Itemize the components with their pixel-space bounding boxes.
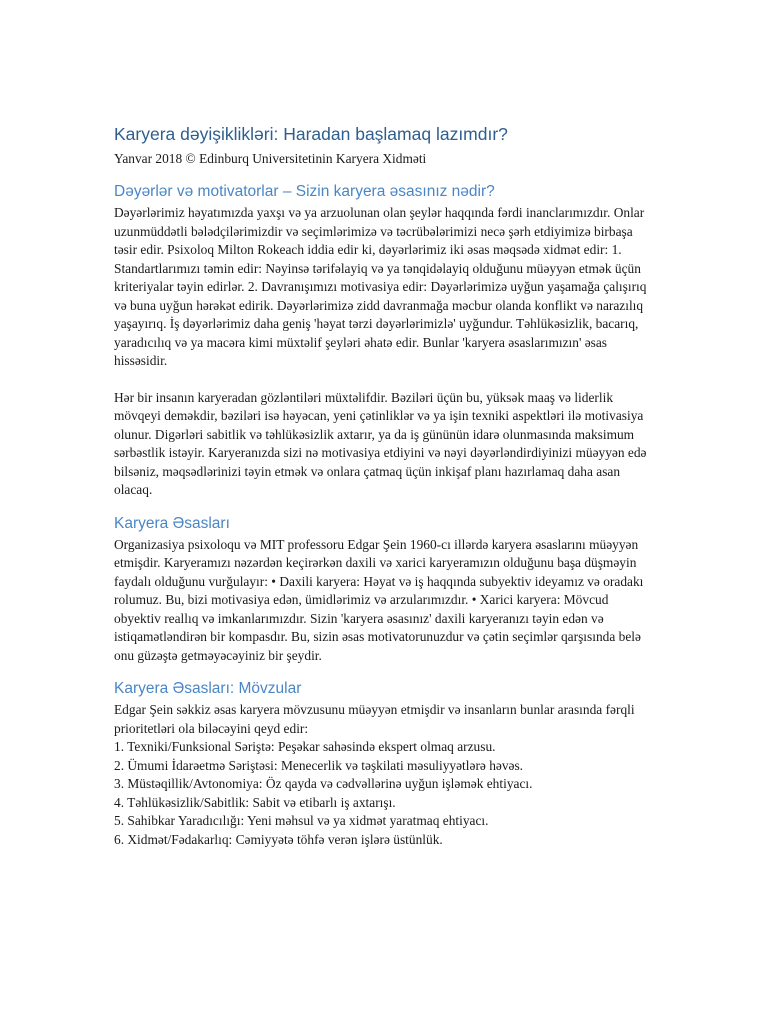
section-heading-values: Dəyərlər və motivatorlar – Sizin karyera əsasınız nədir? (114, 183, 495, 200)
list-item: 3. Müstəqillik/Avtonomiya: Öz qayda və cədvəllərinə uyğun işləmək ehtiyacı. (114, 776, 533, 791)
document-title: Karyera dəyişiklikləri: Haradan başlamaq lazımdır? (114, 124, 508, 144)
list-item: 6. Xidmət/Fədakarlıq: Cəmiyyətə töhfə verən işlərə üstünlük. (114, 831, 443, 847)
list-item: 4. Təhlükəsizlik/Sabitlik: Sabit və etibarlı iş axtarışı. (114, 794, 396, 810)
paragraph-anchor-themes-intro: Edgar Şein səkkiz əsas karyera mövzusunu müəyyən etmişdir və insanların bunlar arasında fərqli prioritetləri ola biləcəyini qeyd edir: (114, 702, 635, 736)
section-heading-career-anchors: Karyera Əsasları (114, 514, 230, 532)
anchor-themes-list (114, 738, 658, 849)
list-item: 5. Sahibkar Yaradıcılığı: Yeni məhsul və ya xidmət yaratmaq ehtiyacı. (114, 813, 489, 828)
paragraph-values-2: Hər bir insanın karyeradan gözləntiləri müxtəlifdir. Bəziləri üçün bu, yüksək maaş və liderlik mövqeyi deməkdir, bəziləri isə həyəcan, yeni çətinliklər və ya işin texniki aspektləri ilə motivasiya olunur. Digərləri sabitlik və təhlükəsizlik axtarır, ya da iş gününün idarə olunmasında maksimum sərbəstlik istəyir. Karyeranızda sizi nə motivasiya etdiyini və nəyi dəyərləndirdiyinizi müəyyən edə bilsəniz, məqsədlərinizi təyin etmək və onlara çatmaq üçün inkişaf planı hazırlamaq daha asan olacaq. (114, 389, 647, 497)
document-page (114, 122, 658, 849)
section-heading-anchor-themes: Karyera Əsasları: Mövzular (114, 680, 302, 697)
paragraph-career-anchors: Organizasiya psixoloqu və MIT professoru Edgar Şein 1960-cı illərdə karyera əsaslarını müəyyən etmişdir. Karyeramızı nəzərdən keçirərkən daxili və xarici karyeramızın olduğunu başa düşməyin faydalı olduğunu vurğulayır: • Daxili karyera: Həyat və iş haqqında subyektiv ideyamız və oradakı rolumuz. Bu, bizi motivasiya edən, ümidlərimiz və arzularımızdır. • Xarici karyera: Mövcud obyektiv reallıq və imkanlarımızdır. Sizin 'karyera əsasınız' daxili karyeranızı təyin edən və istiqamətləndirən bir kompasdır. Bu, sizin əsas motivatorunuzdur və çətin seçimlər qarşısında belə onu güzəştə getməyəcəyiniz bir şeydir. (114, 536, 644, 663)
paragraph-values-1: Dəyərlərimiz həyatımızda yaxşı və ya arzuolunan olan şeylər haqqında fərdi inanclarımızdır. Onlar uzunmüddətli bələdçilərimizdir və seçimlərimizə və təcrübələrimizi necə şərh etdiyimizə birbaşa təsir edir. Psixoloq Milton Rokeach iddia edir ki, dəyərlərimiz iki əsas məqsədə xidmət edir: 1. Standartlarımızı təmin edir: Nəyinsə tərifəlayiq və ya tənqidəlayiq olduğunu müəyyən etmək üçün kriteriyalar təyin edirlər. 2. Davranışımızı motivasiya edir: Dəyərlərimizə uyğun yaşamağa çalışırıq və buna uyğun hərəkət edirik. Dəyərlərimizə zidd davranmağa məcbur olanda konflikt və narazılıq yaşayırıq. İş dəyərlərimiz daha geniş 'həyat tərzi dəyərlərimizlə' uyğundur. Təhlükəsizlik, bacarıq, yaradıcılıq və ya macəra kimi müxtəlif şeyləri əhatə edir. Bunlar 'karyera əsaslarımızın' əsas hissəsidir. (114, 205, 647, 368)
list-item: 1. Texniki/Funksional Səriştə: Peşəkar sahəsində ekspert olmaq arzusu. (114, 739, 496, 754)
list-item: 2. Ümumi İdarəetmə Səriştəsi: Menecerlik və təşkilati məsuliyyətlərə həvəs. (114, 757, 524, 773)
document-subtitle: Yanvar 2018 © Edinburq Universitetinin Karyera Xidməti (114, 151, 427, 166)
